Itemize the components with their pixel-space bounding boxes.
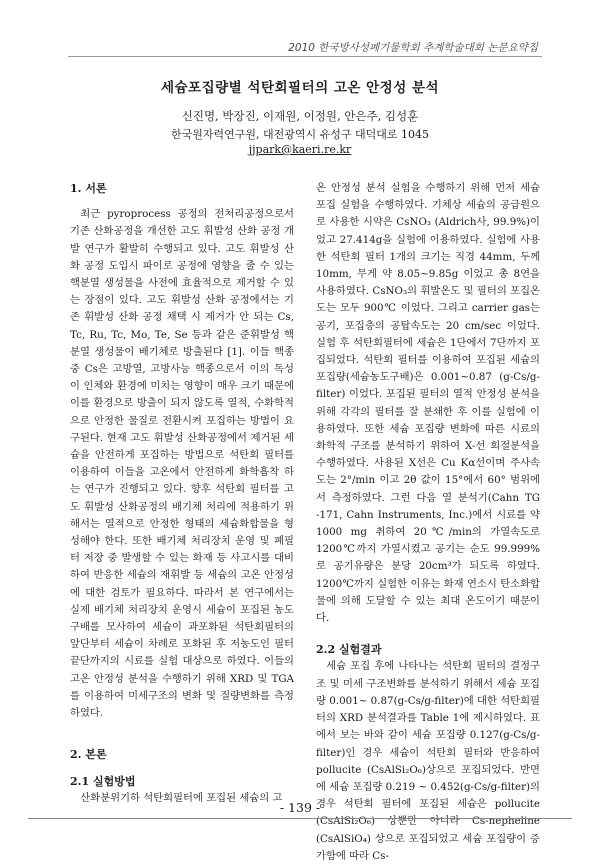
- introduction-paragraph: 최근 pyroprocess 공정의 전처리공정으로서 기존 산화공정을 개선한 고도 휘발성 산화 공정 개발 연구가 활발히 수행되고 있다. 고도 휘발성 산화 공정 도입시 파이로 공정에 영향을 줄 수 있는 핵분열 생성물을 사전에 효율적으로 제거할 수 있는 장점이 있다. 고도 휘발성 산화 공정에서는 기존 휘발성 산화 공정 채택 시 제거가 안 되는 Cs, Tc, Ru, Tc, Mo, Te, Se 등과 같은 준휘발성 핵분열 생성물이 배기체로 방출된다 [1]. 이들 핵종 중 Cs은 고방열, 고방사능 핵종으로서 이의 독성이 인체와 환경에 미치는 영향이 매우 크기 때문에 이를 환경으로 방출이 되지 않도록 열적, 수화학적으로 안정한 물질로 전환시켜 포집하는 방법이 요구된다. 현재 고도 휘발성 산화공정에서 제거된 세슘을 안전하게 포집하는 방법으로 석탄회 필터를 이용하여 이들을 고온에서 안전하게 화학흡착 하는 연구가 진행되고 있다. 향후 석탄회 필터를 고도 휘발성 산화공정의 배기체 처리에 적용하기 위해서는 열적으로 안정한 형태의 세슘화합물을 형성해야 한다. 또한 배기체 처리장치 운영 및 폐필터 저장 중 발생할 수 있는 화재 등 사고시를 대비하여 반응한 세슘의 재휘발 등 세슘의 고온 안정성에 대한 검토가 필요하다. 따라서 본 연구에서는 실제 배기체 처리장치 운영시 세슘이 포집된 농도구배를 모사하여 세슘이 과포화된 석탄회필터의 앞단부터 세슘이 차례로 포화된 후 저농도인 필터 끝단까지의 시료를 실험 대상으로 하였다. 이들의 고온 안정성 분석을 수행하기 위해 XRD 및 TGA를 이용하여 미세구조의 변화 및 질량변화를 측정하였다.: [70, 208, 294, 720]
- author-email[interactable]: jjpark@kaeri.re.kr: [248, 143, 352, 156]
- subsection-heading-results: 2.2 실험결과: [316, 643, 382, 657]
- subsection-heading-methods: 2.1 실험방법: [70, 774, 136, 788]
- section-heading-introduction: 1. 서론: [70, 182, 107, 195]
- methods-paragraph-continued: 온 안정성 분석 실험을 수행하기 위해 먼저 세슘 포집 실험을 수행하였다. 기체상 세슘의 공급원으로 사용한 시약은 CsNO₃ (Aldrich사, 99.9%)이었고 27.414g을 실험에 이용하였다. 실험에 사용한 석탄회 필터 1개의 크기는 직경 44mm, 두께 10mm, 무게 약 8.05~9.85g 이었고 총 8연을 사용하였다. CsNO₃의 휘발온도 및 필터의 포집온도는 모두 900℃ 이었다. 그리고 carrier gas는 공기, 포집층의 공탑속도는 20 cm/sec 이었다. 실험 후 석탄회필터에 세슘은 1단에서 7단까지 포집되었다. 석탄회 필터를 이용하여 포집된 세슘의 포집량(세슘농도구배)은 0.001~0.87 (g-Cs/g-filter) 이었다. 포집된 필터의 열적 안정성 분석을 위해 각각의 필터를 잘 분쇄한 후 이를 실험에 이용하였다. 또한 세슘 포집량 변화에 따른 시료의 화학적 구조를 분석하기 위하여 X-선 회절분석을 수행하였다. 사용된 X선은 Cu Kα선이며 주사속도는 2°/min 이고 2θ 값이 15°에서 60° 범위에서 측정하였다. 그런 다음 열 분석기(Cahn TG -171, Cahn Instruments, Inc.)에서 시료를 약 1000 mg 취하여 20℃/min의 가열속도로 1200℃까지 가열시켰고 공기는 순도 99.999%로 공기유량은 분당 20cm³가 되도록 하였다. 1200℃까지 실험한 이유는 화재 연소시 탄소화합물에 의해 도달할 수 있는 최대 온도이기 때문이다.: [316, 182, 540, 625]
- right-column: [316, 180, 540, 865]
- page-number: - 139 -: [279, 800, 321, 815]
- author-list: 신진명, 박장진, 이재원, 이정원, 안은주, 김성훈: [181, 109, 419, 123]
- paper-title: 세슘포집량별 석탄회필터의 고온 안정성 분석: [160, 80, 440, 96]
- affiliation: 한국원자력연구원, 대전광역시 유성구 대덕대로 1045: [171, 128, 429, 141]
- footer-divider: [28, 818, 572, 819]
- header-divider: [68, 56, 542, 57]
- left-column: [70, 180, 294, 807]
- section-heading-main: 2. 본론: [70, 748, 107, 762]
- methods-paragraph-start: 산화분위기하 석탄회필터에 포집된 세슘의 고: [80, 791, 283, 804]
- running-header: 2010 한국방사성폐기물학회 추계학술대회 논문요약집: [288, 42, 538, 54]
- results-paragraph: 세슘 포집 후에 나타나는 석탄회 필터의 결정구조 및 미세 구조변화를 분석하기 위해서 세슘 포집량 0.001~ 0.87(g-Cs/g-filter)에 대한 석탄회필터의 XRD 분석결과를 Table 1에 제시하였다. 표에서 보는 바와 같이 세슘 포집량 0.127(g-Cs/g-filter)인 경우 세슘이 석탄회 필터와 반응하여 pollucite (CsAlSi₂O₆)상으로 포집되었다. 반면에 세슘 포집량 0.219 ~ 0.452(g-Cs/g-filter)의 경우 석탄회 필터에 포집된 세슘은 pollucite (CsAlSi₂O₆) 상뿐만 아니라 Cs-nepheline (CsAlSiO₄) 상으로 포집되었고 세슘 포집량이 증가함에 따라 Cs-: [316, 660, 540, 862]
